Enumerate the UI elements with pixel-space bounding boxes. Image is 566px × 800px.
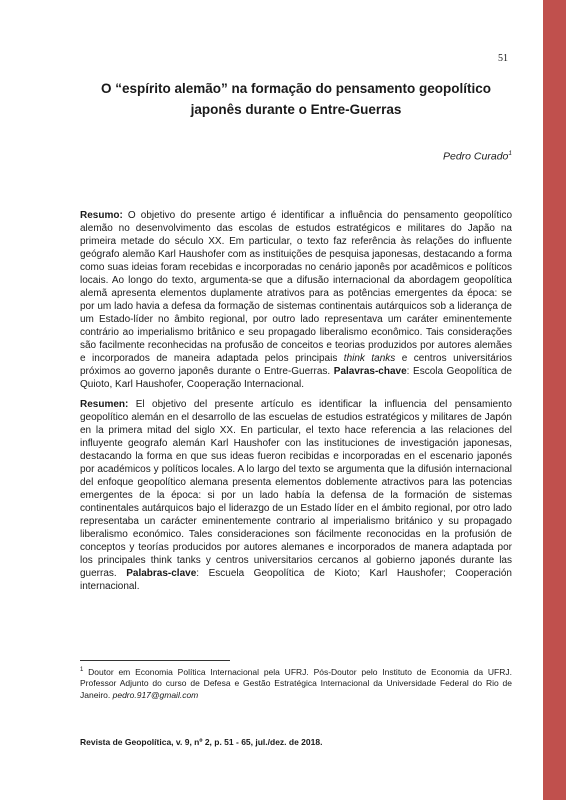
footnote-divider (80, 660, 230, 661)
footnote-mark: 1 (80, 667, 84, 673)
abstract-es-text: El objetivo del presente artículo es identificar la influencia del pensamiento geopolítico alemán en el desarrollo de las escuelas de estudios estratégicos y militares de Japón en la primera mitad del siglo XX. En particular, el texto hace referencia a las relaciones del influyente geografo alemán Karl Haushofer con las instituciones de investigación japonesas, destacando la forma en que sus ideas fueron recibidas e incorporadas en el escenario japonés por académicos y políticos locales. A lo largo del texto se argumenta que la difusión internacional del enfoque geopolítico alemana presenta elementos doblemente atractivos para las potencias emergentes de la época: si por un lado había la defensa de la formación de sistemas continentales autárquicos bajo el liderazgo de un Estado líder en el ámbito regional, por otro lado representaba un carácter eminentemente contrario al imperialismo británico y su propagado liberalismo económico. Tales consideraciones son fácilmente reconocidas en la profusión de conceptos y teorías producidos por autores alemanes e incorporados de manera adaptada por los principales think tanks y centros universitarios cercanos al gobierno japonés durante las guerras. (80, 399, 512, 579)
side-color-bar (543, 0, 566, 800)
footnote-text: Doutor em Economia Política Internacional pela UFRJ. Pós-Doutor pelo Instituto de Economia da UFRJ. Professor Adjunto do curso de Defesa e Gestão Estratégica Internacional da Universidade Federal do Rio de Janeiro. (80, 666, 512, 700)
author-name: Pedro Curado (443, 150, 509, 163)
abstract-pt-text-1: O objetivo do presente artigo é identificar a influência do pensamento geopolítico alemão no desenvolvimento das escolas de estudos estratégicos e militares do Japão na primeira metade do século XX. Em particular, o texto faz referência às relações do influente geógrafo alemão Karl Haushofer com as instituições de pesquisa japonesas, destacando a forma como suas ideias foram recebidas e incorporadas no cenário japonês por acadêmicos e políticos locais. Ao longo do texto, argumenta-se que a difusão internacional da abordagem geopolítica alemã apresenta elementos duplamente atrativos para as potências emergentes da época: se por um lado havia a defesa da formação de sistemas continentais autárquicos sob a liderança de um Estado-líder no âmbito regional, por outro lado representava um caráter eminentemente contrário ao imperialismo britânico e seu propagado liberalismo econômico. Tais considerações são facilmente reconhecidas na profusão de conceitos e teorias produzidos por autores alemães e incorporados de maneira adaptada pelos principais (80, 210, 512, 364)
page-number: 51 (498, 53, 508, 64)
keywords-pt-label: Palavras-chave (333, 366, 407, 377)
journal-citation: Revista de Geopolítica, v. 9, nº 2, p. 51 - 65, jul./dez. de 2018. (80, 737, 323, 747)
title-line-2: japonês durante o Entre-Guerras (190, 102, 402, 117)
abstract-es-label: Resumen: (80, 399, 129, 410)
author-footnote-mark: 1 (508, 150, 512, 157)
abstract-pt-italic: think tanks (343, 353, 396, 364)
title-line-1: O “espírito alemão” na formação do pensamento geopolítico (100, 81, 492, 96)
footnote-email: pedro.917@gmail.com (112, 689, 199, 700)
article-title (80, 78, 512, 120)
keywords-es-text: : Escuela Geopolítica de Kioto; Karl Haushofer; Cooperación internacional. (80, 568, 512, 592)
abstract-portuguese (80, 209, 512, 391)
author-line (80, 150, 512, 163)
abstract-spanish (80, 398, 512, 593)
footnote (80, 665, 512, 701)
abstract-pt-text-2: e centros universitários próximos ao governo japonês durante o Entre-Guerras. (80, 353, 512, 377)
abstract-pt-label: Resumo: (80, 210, 123, 221)
keywords-es-label: Palabras-clave (126, 568, 197, 579)
keywords-pt-text: : Escola Geopolítica de Quioto, Karl Haushofer, Cooperação Internacional. (80, 366, 512, 390)
